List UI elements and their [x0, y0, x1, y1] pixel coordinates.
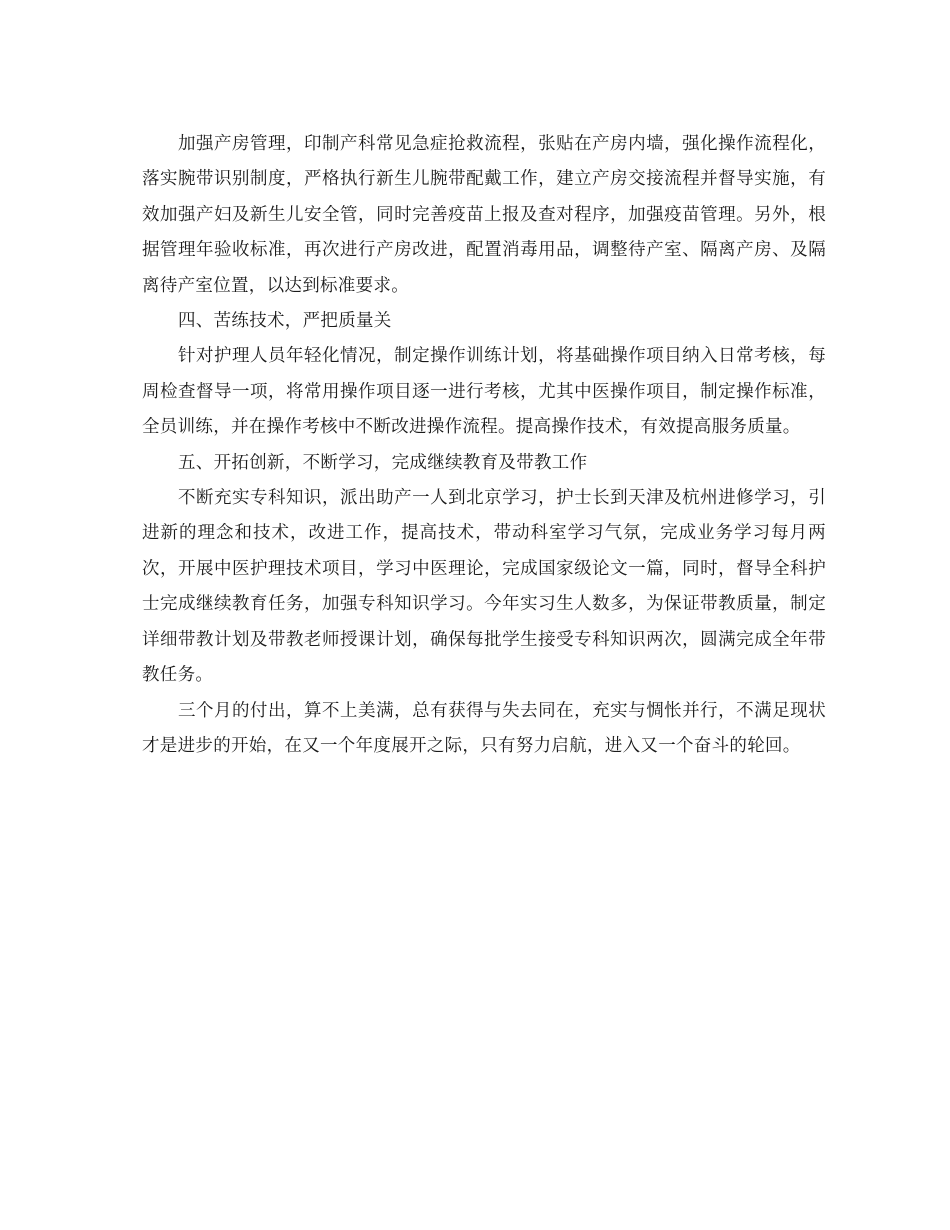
paragraph-skills-training: 针对护理人员年轻化情况，制定操作训练计划，将基础操作项目纳入日常考核，每周检查督导一项，将常用操作项目逐一进行考核，尤其中医操作项目，制定操作标准，全员训练，并在操作考核中不断改进操作流程。提高操作技术，有效提高服务质量。: [142, 346, 826, 438]
paragraph-conclusion: 三个月的付出，算不上美满，总有获得与失去同在，充实与惆怅并行，不满足现状才是进步的开始，在又一个年度展开之际，只有努力启航，进入又一个奋斗的轮回。: [142, 700, 826, 756]
section-heading-4: 四、苦练技术，严把质量关: [178, 311, 392, 332]
document-page: [142, 127, 826, 764]
section-heading-5: 五、开拓创新，不断学习，完成继续教育及带教工作: [178, 452, 588, 473]
paragraph-delivery-room-management: 加强产房管理，印制产科常见急症抢救流程，张贴在产房内墙，强化操作流程化，落实腕带识别制度，严格执行新生儿腕带配戴工作，建立产房交接流程并督导实施，有效加强产妇及新生儿安全管，同时完善疫苗上报及查对程序，加强疫苗管理。另外，根据管理年验收标准，再次进行产房改进，配置消毒用品，调整待产室、隔离产房、及隔离待产室位置，以达到标准要求。: [142, 134, 826, 296]
paragraph-continuing-education: 不断充实专科知识，派出助产一人到北京学习，护士长到天津及杭州进修学习，引进新的理念和技术，改进工作，提高技术，带动科室学习气氛，完成业务学习每月两次，开展中医护理技术项目，学习中医理论，完成国家级论文一篇，同时，督导全科护士完成继续教育任务，加强专科知识学习。今年实习生人数多，为保证带教质量，制定详细带教计划及带教老师授课计划，确保每批学生接受专科知识两次，圆满完成全年带教任务。: [142, 488, 826, 686]
